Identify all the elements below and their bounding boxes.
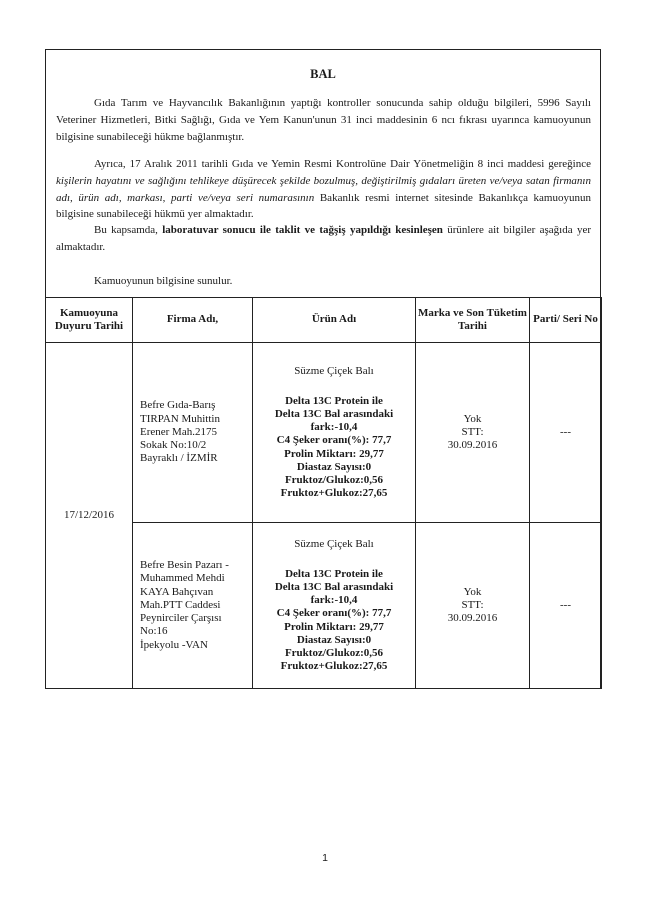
paragraph-scope-text: Bu kapsamda, [94,224,163,236]
firm-cell [133,523,253,689]
stt-label: STT: [461,425,484,438]
paragraph-regulation [56,156,591,223]
page-title: BAL [310,67,336,81]
paragraph-notice-text: Kamuoyunun bilgisine sunulur. [94,275,233,287]
firm-cell [133,343,253,523]
stt-date: 30.09.2016 [447,439,498,452]
firm-line: Peynirciler Çarşısı [140,612,222,625]
firm-line: Befre Gıda-Barış [140,399,216,412]
product-detail-line: Delta 13C Protein ile [285,567,383,580]
firm-line: Sokak No:10/2 [140,439,207,452]
product-name: Süzme Çiçek Balı [294,364,374,377]
paragraph-regulation-text: Ayrıca, 17 Aralık 2011 tarihli Gıda ve Yemin Resmi Kontrolüne Dair Yönetmeliğin 8 inci maddesi gereğince [94,158,591,170]
firm-line: Bayraklı / İZMİR [140,452,218,465]
firm-line: No:16 [140,625,168,638]
stt-label: STT: [461,598,484,611]
firm-line: TIRPAN Muhittin [140,412,220,425]
product-detail-line: fark:-10,4 [310,594,358,607]
firm-line: Mah.PTT Caddesi [140,598,221,611]
header-announcement-date: Kamuoyuna Duyuru Tarihi [46,298,133,343]
paragraph-scope [56,222,591,256]
product-detail-line: C4 Şeker oranı(%): 77,7 [276,434,392,447]
paragraph-scope-tail: ürünlere ait bilgiler aşağıda yer almaktadır. [56,224,591,253]
product-detail-line: Delta 13C Bal arasındaki [274,407,394,420]
paragraph-legal-basis-text: Gıda Tarım ve Hayvancılık Bakanlığının yaptığı kontroller sonucunda sahip olduğu bilgileri, 5996 Sayılı Veteriner Hizmetleri, Bitki Sağlığı, Gıda ve Yem Kanun'unun 31 inci maddesinin 6 ncı fıkrası uyarınca kamuoyunun bilgisine sunabileceği hükme bağlanmıştır. [56,97,591,143]
lot-cell: --- [530,343,602,523]
product-detail-line: Fruktoz+Glukoz:27,65 [280,487,388,500]
table-header-row [46,298,602,343]
product-table [45,297,602,689]
firm-line: KAYA Bahçıvan [140,585,214,598]
product-detail-line: Diastaz Sayısı:0 [296,633,372,646]
firm-line: Muhammed Mehdi [140,572,225,585]
brand-value: Yok [463,412,482,425]
product-name: Süzme Çiçek Balı [294,537,374,550]
document-frame [45,49,601,689]
paragraph-scope-bold: laboratuvar sonucu ile taklit ve tağşiş yapıldığı kesinleşen [162,224,443,236]
product-detail-line: Fruktoz/Glukoz:0,56 [284,647,384,659]
product-detail-line: Delta 13C Protein ile [285,394,383,407]
announcement-date-cell: 17/12/2016 [46,343,133,689]
brand-expiry-cell [416,523,530,689]
paragraph-legal-basis [56,95,591,145]
firm-line: İpekyolu -VAN [140,638,208,651]
table-row [46,343,602,523]
stt-date: 30.09.2016 [447,612,498,625]
product-cell [253,343,416,523]
paragraph-notice [56,273,591,290]
header-brand-expiry: Marka ve Son Tüketim Tarihi [416,298,530,343]
brand-expiry-cell [416,343,530,523]
product-detail-line: Diastaz Sayısı:0 [296,460,372,473]
header-firm-name: Firma Adı, [133,298,253,343]
page-number: 1 [322,852,328,864]
product-detail-line: Prolin Miktarı: 29,77 [284,620,384,633]
intro-section [46,50,600,297]
product-detail-line: Fruktoz+Glukoz:27,65 [280,660,388,673]
product-detail-line: Delta 13C Bal arasındaki [274,580,394,593]
firm-line: Befre Besin Pazarı - [140,559,229,572]
paragraph-regulation-tail: Bakanlık resmi internet sitesinde Bakanlıkça kamuoyunun bilgisine sunabileceği hükmü yer almaktadır. [56,191,591,221]
brand-value: Yok [463,585,482,598]
product-detail-line: Fruktoz/Glukoz:0,56 [284,474,384,486]
product-detail-line: C4 Şeker oranı(%): 77,7 [276,607,392,620]
product-detail-line: Prolin Miktarı: 29,77 [284,447,384,460]
paragraph-regulation-italic: kişilerin hayatını ve sağlığını tehlikeye düşürecek şekilde bozulmuş, değiştirilmiş gıdaları üreten ve/veya satan firmanın adı, ürün adı, markası, parti ve/veya seri numarasının [56,174,591,204]
product-cell [253,523,416,689]
product-detail-line: fark:-10,4 [310,421,358,434]
header-product-name: Ürün Adı [253,298,416,343]
firm-line: Erener Mah.2175 [140,425,217,438]
lot-cell: --- [530,523,602,689]
header-lot-number: Parti/ Seri No [530,298,602,343]
